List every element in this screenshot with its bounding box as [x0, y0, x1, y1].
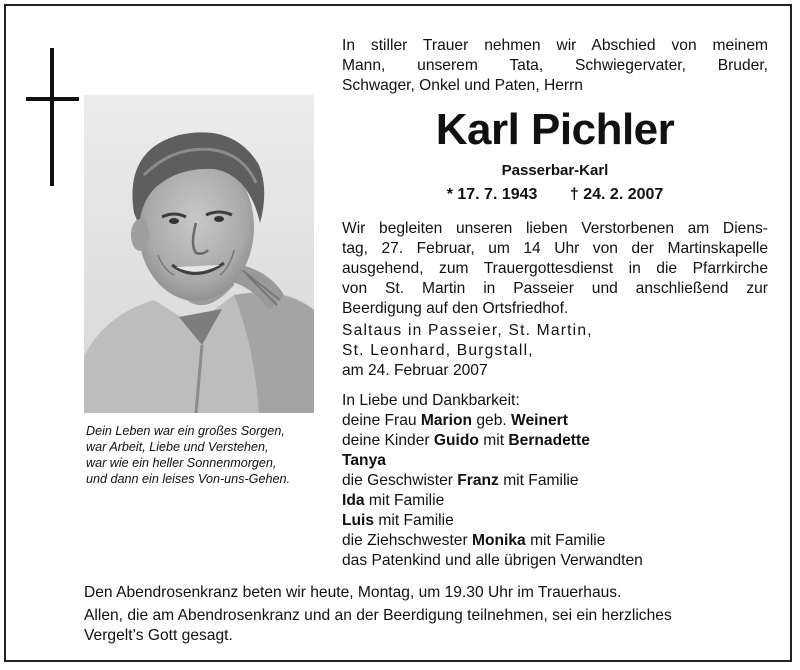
- place-line: St. Leonhard, Burgstall,: [342, 342, 534, 359]
- mourners-list: [342, 391, 768, 571]
- children-prefix: deine Kinder: [342, 432, 434, 449]
- with-family: mit Familie: [498, 472, 579, 489]
- life-dates: [342, 184, 768, 206]
- list-item: [342, 471, 768, 491]
- place-line: am 24. Februar 2007: [342, 362, 488, 379]
- intro-line: In stiller Trauer nehmen wir Abschied von meinem: [342, 37, 768, 54]
- funeral-line: ausgehend, zum Trauergottesdienst in die Pfarrkirche: [342, 260, 768, 277]
- list-item: das Patenkind und alle übrigen Verwandten: [342, 552, 643, 569]
- thanks-heading: In Liebe und Dankbarkeit:: [342, 392, 520, 409]
- intro-text: [342, 36, 768, 96]
- list-item: [342, 451, 768, 471]
- sibling-name: Franz: [457, 472, 499, 489]
- intro-line: Schwager, Onkel und Paten, Herrn: [342, 77, 583, 94]
- funeral-text: [342, 219, 768, 319]
- gratitude-line: Vergelt’s Gott gesagt.: [84, 627, 233, 644]
- child-name: Tanya: [342, 452, 386, 469]
- funeral-line: von St. Martin in Passeier und anschließend zur: [342, 280, 768, 297]
- place-line: Saltaus in Passeier, St. Martin,: [342, 322, 593, 339]
- child-name: Guido: [433, 432, 479, 449]
- deceased-name: Karl Pichler: [435, 105, 675, 154]
- funeral-line: Wir begleiten unseren lieben Verstorbenen am Diens-: [342, 220, 768, 237]
- deceased-nickname: Passerbar-Karl: [501, 162, 609, 179]
- siblings-prefix: die Geschwister: [342, 472, 458, 489]
- foster-prefix: die Ziehschwester: [342, 532, 473, 549]
- sibling-name: Ida: [342, 492, 365, 509]
- wife-mid: geb.: [472, 412, 512, 429]
- child-partner-name: Bernadette: [508, 432, 590, 449]
- intro-line: Mann, unserem Tata, Schwiegervater, Bruder,: [342, 57, 768, 74]
- funeral-line: tag, 27. Februar, um 14 Uhr von der Martinskapelle: [342, 240, 768, 257]
- poem-line: und dann ein leises Von-uns-Gehen.: [86, 472, 290, 486]
- with-family: mit Familie: [374, 512, 454, 529]
- list-item: [342, 431, 768, 451]
- wife-prefix: deine Frau: [342, 412, 421, 429]
- poem-line: war wie ein heller Sonnenmorgen,: [86, 456, 277, 470]
- gratitude-notice: [84, 606, 774, 646]
- wife-maiden-name: Weinert: [511, 412, 568, 429]
- death-date: † 24. 2. 2007: [569, 186, 664, 203]
- poem: [86, 423, 326, 487]
- poem-line: Dein Leben war ein großes Sorgen,: [86, 424, 285, 438]
- wife-name: Marion: [420, 412, 473, 429]
- funeral-line: Beerdigung auf den Ortsfriedhof.: [342, 300, 569, 317]
- poem-line: war Arbeit, Liebe und Verstehen,: [86, 440, 269, 454]
- foster-sister-name: Monika: [472, 532, 526, 549]
- gratitude-line: Allen, die am Abendrosenkranz und an der Beerdigung teilnehmen, sei ein herzliches: [84, 607, 672, 624]
- children-mid: mit: [478, 432, 509, 449]
- birth-date: * 17. 7. 1943: [446, 186, 538, 203]
- place-and-date: [342, 321, 768, 381]
- sibling-name: Luis: [342, 512, 375, 529]
- with-family: mit Familie: [364, 492, 445, 509]
- list-item: [342, 511, 768, 531]
- list-item: [342, 411, 768, 431]
- portrait-photo: [84, 95, 314, 413]
- list-item: [342, 491, 768, 511]
- rosary-notice: Den Abendrosenkranz beten wir heute, Montag, um 19.30 Uhr im Trauerhaus.: [84, 584, 622, 601]
- with-family: mit Familie: [525, 532, 606, 549]
- list-item: [342, 531, 768, 551]
